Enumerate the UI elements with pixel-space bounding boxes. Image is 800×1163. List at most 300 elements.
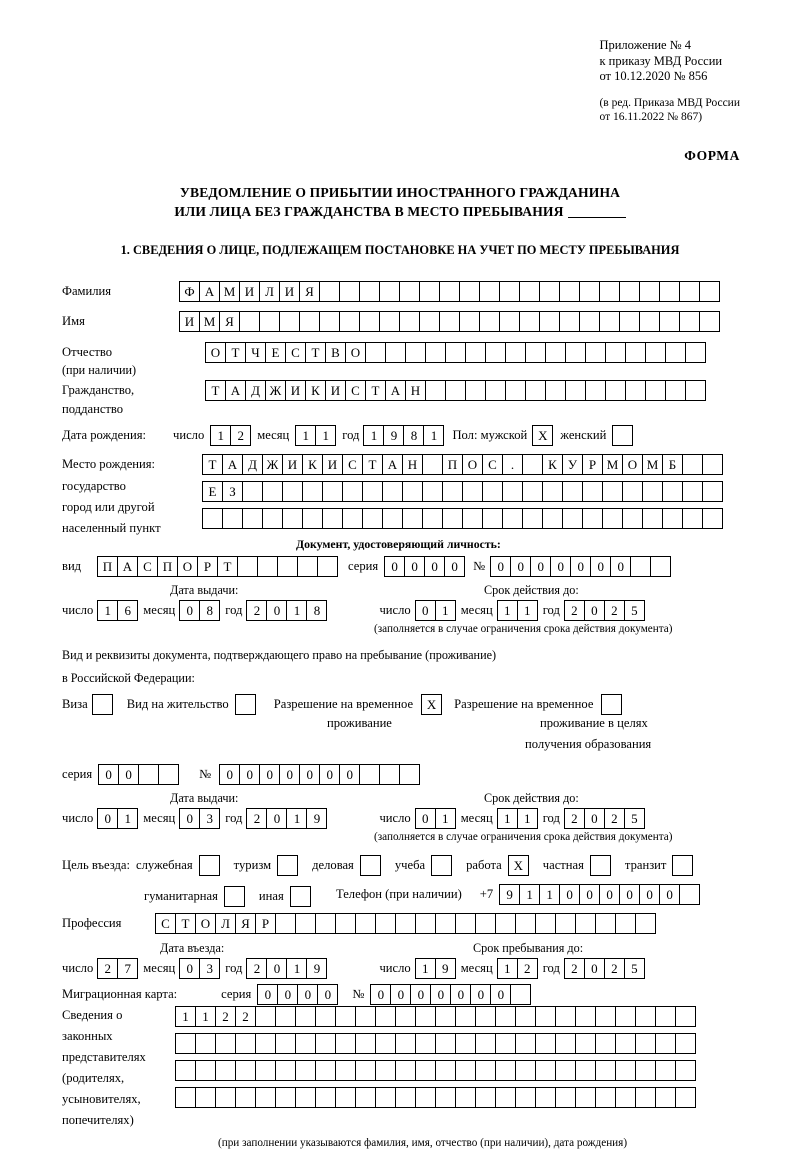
- citizenship-cell-17[interactable]: [545, 380, 566, 401]
- birth-place-2-cell-13[interactable]: [462, 481, 483, 502]
- surname-cell-3[interactable]: И: [239, 281, 260, 302]
- legal-reps-2-cell-14[interactable]: [455, 1033, 476, 1054]
- entry-year-cell-1[interactable]: 0: [266, 958, 287, 979]
- profession-cell-6[interactable]: [275, 913, 296, 934]
- citizenship-cell-3[interactable]: Ж: [265, 380, 286, 401]
- stay-issue-year-input[interactable]: [246, 808, 327, 829]
- legal-reps-3-cell-20[interactable]: [575, 1060, 596, 1081]
- patronymic-cell-16[interactable]: [525, 342, 546, 363]
- legal-reps-row-1[interactable]: [175, 1006, 696, 1027]
- name-cell-11[interactable]: [399, 311, 420, 332]
- surname-input[interactable]: [179, 281, 720, 302]
- citizenship-cell-19[interactable]: [585, 380, 606, 401]
- legal-reps-4-cell-14[interactable]: [455, 1087, 476, 1108]
- profession-cell-10[interactable]: [355, 913, 376, 934]
- patronymic-cell-8[interactable]: [365, 342, 386, 363]
- stay-until-month-cell-0[interactable]: 1: [497, 958, 518, 979]
- legal-reps-4-cell-20[interactable]: [575, 1087, 596, 1108]
- patronymic-cell-11[interactable]: [425, 342, 446, 363]
- legal-reps-3-cell-4[interactable]: [255, 1060, 276, 1081]
- birth-place-3-cell-17[interactable]: [542, 508, 563, 529]
- profession-cell-3[interactable]: Л: [215, 913, 236, 934]
- legal-reps-3-cell-24[interactable]: [655, 1060, 676, 1081]
- citizenship-cell-1[interactable]: А: [225, 380, 246, 401]
- stay-number-cell-4[interactable]: 0: [299, 764, 320, 785]
- legal-reps-1-cell-8[interactable]: [335, 1006, 356, 1027]
- birth-year-cell-2[interactable]: 8: [403, 425, 424, 446]
- legal-reps-2-cell-6[interactable]: [295, 1033, 316, 1054]
- citizenship-cell-16[interactable]: [525, 380, 546, 401]
- legal-reps-4-cell-15[interactable]: [475, 1087, 496, 1108]
- legal-reps-4-cell-5[interactable]: [275, 1087, 296, 1108]
- surname-cell-26[interactable]: [699, 281, 720, 302]
- birth-place-3-cell-2[interactable]: [242, 508, 263, 529]
- purpose-checkbox-4[interactable]: Х: [508, 855, 529, 876]
- birth-place-2-cell-14[interactable]: [482, 481, 503, 502]
- legal-reps-4-cell-25[interactable]: [675, 1087, 696, 1108]
- birth-place-1-cell-21[interactable]: О: [622, 454, 643, 475]
- birth-place-3-cell-22[interactable]: [642, 508, 663, 529]
- purpose-checkbox-5[interactable]: [590, 855, 611, 876]
- stay-until-year-input[interactable]: [564, 958, 645, 979]
- migration-number-cell-3[interactable]: 0: [430, 984, 451, 1005]
- birth-place-3-cell-24[interactable]: [682, 508, 703, 529]
- legal-reps-1-cell-0[interactable]: 1: [175, 1006, 196, 1027]
- stay-series-cell-2[interactable]: [138, 764, 159, 785]
- purpose-checkbox-0[interactable]: [199, 855, 220, 876]
- birth-place-2-cell-19[interactable]: [582, 481, 603, 502]
- doc-type-cell-4[interactable]: О: [177, 556, 198, 577]
- legal-reps-3-cell-16[interactable]: [495, 1060, 516, 1081]
- phone-cell-2[interactable]: 1: [539, 884, 560, 905]
- birth-place-2-cell-18[interactable]: [562, 481, 583, 502]
- birth-place-1-cell-4[interactable]: И: [282, 454, 303, 475]
- legal-reps-2-cell-7[interactable]: [315, 1033, 336, 1054]
- profession-cell-22[interactable]: [595, 913, 616, 934]
- surname-cell-11[interactable]: [399, 281, 420, 302]
- legal-reps-3-cell-14[interactable]: [455, 1060, 476, 1081]
- legal-reps-1-cell-4[interactable]: [255, 1006, 276, 1027]
- legal-reps-4-cell-16[interactable]: [495, 1087, 516, 1108]
- legal-reps-2-cell-0[interactable]: [175, 1033, 196, 1054]
- temp-residence-checkbox[interactable]: Х: [421, 694, 442, 715]
- legal-reps-4-cell-18[interactable]: [535, 1087, 556, 1108]
- doc-type-cell-2[interactable]: С: [137, 556, 158, 577]
- legal-reps-2-cell-2[interactable]: [215, 1033, 236, 1054]
- profession-cell-11[interactable]: [375, 913, 396, 934]
- doc-issue-year-cell-3[interactable]: 8: [306, 600, 327, 621]
- birth-year-cell-0[interactable]: 1: [363, 425, 384, 446]
- patronymic-cell-7[interactable]: О: [345, 342, 366, 363]
- phone-cell-5[interactable]: 0: [599, 884, 620, 905]
- legal-reps-4-cell-0[interactable]: [175, 1087, 196, 1108]
- legal-reps-3-cell-12[interactable]: [415, 1060, 436, 1081]
- migration-number-input[interactable]: [370, 984, 531, 1005]
- birth-place-1-cell-12[interactable]: П: [442, 454, 463, 475]
- migration-series-cell-2[interactable]: 0: [297, 984, 318, 1005]
- name-cell-21[interactable]: [599, 311, 620, 332]
- legal-reps-1-cell-9[interactable]: [355, 1006, 376, 1027]
- legal-reps-3-cell-3[interactable]: [235, 1060, 256, 1081]
- surname-cell-23[interactable]: [639, 281, 660, 302]
- birth-place-3-cell-20[interactable]: [602, 508, 623, 529]
- stay-series-cell-1[interactable]: 0: [118, 764, 139, 785]
- birth-place-2-cell-20[interactable]: [602, 481, 623, 502]
- legal-reps-1-cell-22[interactable]: [615, 1006, 636, 1027]
- profession-cell-23[interactable]: [615, 913, 636, 934]
- stay-valid-year-input[interactable]: [564, 808, 645, 829]
- phone-cell-0[interactable]: 9: [499, 884, 520, 905]
- legal-reps-2-cell-1[interactable]: [195, 1033, 216, 1054]
- doc-type-cell-5[interactable]: Р: [197, 556, 218, 577]
- legal-reps-2-cell-13[interactable]: [435, 1033, 456, 1054]
- profession-cell-19[interactable]: [535, 913, 556, 934]
- doc-series-cell-0[interactable]: 0: [384, 556, 405, 577]
- birth-place-3-cell-13[interactable]: [462, 508, 483, 529]
- birth-place-1-cell-9[interactable]: А: [382, 454, 403, 475]
- doc-number-cell-8[interactable]: [650, 556, 671, 577]
- name-cell-9[interactable]: [359, 311, 380, 332]
- birth-place-2-cell-1[interactable]: З: [222, 481, 243, 502]
- doc-series-cell-1[interactable]: 0: [404, 556, 425, 577]
- legal-reps-3-cell-18[interactable]: [535, 1060, 556, 1081]
- profession-cell-15[interactable]: [455, 913, 476, 934]
- birth-day-cell-0[interactable]: 1: [210, 425, 231, 446]
- birth-place-1-cell-5[interactable]: К: [302, 454, 323, 475]
- birth-place-1-cell-6[interactable]: И: [322, 454, 343, 475]
- legal-reps-1-cell-11[interactable]: [395, 1006, 416, 1027]
- birth-place-1-cell-11[interactable]: [422, 454, 443, 475]
- entry-month-input[interactable]: [179, 958, 220, 979]
- stay-issue-year-cell-2[interactable]: 1: [286, 808, 307, 829]
- name-cell-8[interactable]: [339, 311, 360, 332]
- stay-issue-day-cell-0[interactable]: 0: [97, 808, 118, 829]
- birth-place-2-cell-3[interactable]: [262, 481, 283, 502]
- birth-place-3-cell-1[interactable]: [222, 508, 243, 529]
- phone-cell-8[interactable]: 0: [659, 884, 680, 905]
- profession-cell-0[interactable]: С: [155, 913, 176, 934]
- profession-cell-16[interactable]: [475, 913, 496, 934]
- phone-cell-3[interactable]: 0: [559, 884, 580, 905]
- birth-place-1-cell-14[interactable]: С: [482, 454, 503, 475]
- birth-place-3-cell-7[interactable]: [342, 508, 363, 529]
- doc-series-cell-3[interactable]: 0: [444, 556, 465, 577]
- birth-place-3-cell-14[interactable]: [482, 508, 503, 529]
- stay-issue-year-cell-0[interactable]: 2: [246, 808, 267, 829]
- stay-valid-day-cell-0[interactable]: 0: [415, 808, 436, 829]
- legal-reps-2-cell-5[interactable]: [275, 1033, 296, 1054]
- patronymic-cell-18[interactable]: [565, 342, 586, 363]
- entry-day-input[interactable]: [97, 958, 138, 979]
- surname-cell-16[interactable]: [499, 281, 520, 302]
- birth-place-3-cell-19[interactable]: [582, 508, 603, 529]
- stay-issue-month-input[interactable]: [179, 808, 220, 829]
- stay-valid-year-cell-3[interactable]: 5: [624, 808, 645, 829]
- citizenship-cell-12[interactable]: [445, 380, 466, 401]
- stay-until-month-cell-1[interactable]: 2: [517, 958, 538, 979]
- legal-reps-1-cell-23[interactable]: [635, 1006, 656, 1027]
- doc-series-cell-2[interactable]: 0: [424, 556, 445, 577]
- name-cell-23[interactable]: [639, 311, 660, 332]
- name-cell-13[interactable]: [439, 311, 460, 332]
- edu-residence-checkbox[interactable]: [601, 694, 622, 715]
- birth-place-3-cell-6[interactable]: [322, 508, 343, 529]
- phone-cell-1[interactable]: 1: [519, 884, 540, 905]
- legal-reps-1-cell-21[interactable]: [595, 1006, 616, 1027]
- migration-number-cell-7[interactable]: [510, 984, 531, 1005]
- doc-valid-year-cell-3[interactable]: 5: [624, 600, 645, 621]
- legal-reps-2-cell-10[interactable]: [375, 1033, 396, 1054]
- legal-reps-1-cell-3[interactable]: 2: [235, 1006, 256, 1027]
- legal-reps-1-cell-2[interactable]: 2: [215, 1006, 236, 1027]
- patronymic-cell-24[interactable]: [685, 342, 706, 363]
- stay-issue-year-cell-1[interactable]: 0: [266, 808, 287, 829]
- birth-day-cell-1[interactable]: 2: [230, 425, 251, 446]
- stay-number-cell-2[interactable]: 0: [259, 764, 280, 785]
- birth-place-2-cell-16[interactable]: [522, 481, 543, 502]
- legal-reps-4-cell-21[interactable]: [595, 1087, 616, 1108]
- profession-cell-9[interactable]: [335, 913, 356, 934]
- entry-year-cell-0[interactable]: 2: [246, 958, 267, 979]
- citizenship-cell-24[interactable]: [685, 380, 706, 401]
- birth-place-1-cell-20[interactable]: М: [602, 454, 623, 475]
- birth-place-1-cell-24[interactable]: [682, 454, 703, 475]
- legal-reps-1-cell-6[interactable]: [295, 1006, 316, 1027]
- doc-valid-day-cell-1[interactable]: 1: [435, 600, 456, 621]
- stay-valid-month-input[interactable]: [497, 808, 538, 829]
- birth-place-row-1[interactable]: [202, 454, 723, 475]
- birth-month-cell-1[interactable]: 1: [315, 425, 336, 446]
- citizenship-cell-21[interactable]: [625, 380, 646, 401]
- patronymic-cell-2[interactable]: Ч: [245, 342, 266, 363]
- stay-issue-day-input[interactable]: [97, 808, 138, 829]
- birth-month-input[interactable]: [295, 425, 336, 446]
- name-cell-0[interactable]: И: [179, 311, 200, 332]
- legal-reps-3-cell-23[interactable]: [635, 1060, 656, 1081]
- doc-type-cell-11[interactable]: [317, 556, 338, 577]
- stay-until-day-cell-1[interactable]: 9: [435, 958, 456, 979]
- migration-series-input[interactable]: [257, 984, 338, 1005]
- doc-number-cell-6[interactable]: 0: [610, 556, 631, 577]
- stay-until-year-cell-3[interactable]: 5: [624, 958, 645, 979]
- migration-series-cell-3[interactable]: 0: [317, 984, 338, 1005]
- patronymic-input[interactable]: [205, 342, 706, 363]
- stay-series-cell-0[interactable]: 0: [98, 764, 119, 785]
- birth-place-2-cell-21[interactable]: [622, 481, 643, 502]
- profession-cell-13[interactable]: [415, 913, 436, 934]
- legal-reps-3-cell-11[interactable]: [395, 1060, 416, 1081]
- birth-place-1-cell-1[interactable]: А: [222, 454, 243, 475]
- legal-reps-1-cell-12[interactable]: [415, 1006, 436, 1027]
- stay-valid-year-cell-1[interactable]: 0: [584, 808, 605, 829]
- legal-reps-3-cell-0[interactable]: [175, 1060, 196, 1081]
- surname-cell-12[interactable]: [419, 281, 440, 302]
- patronymic-cell-23[interactable]: [665, 342, 686, 363]
- patronymic-cell-10[interactable]: [405, 342, 426, 363]
- legal-reps-4-cell-24[interactable]: [655, 1087, 676, 1108]
- legal-reps-3-cell-7[interactable]: [315, 1060, 336, 1081]
- surname-cell-24[interactable]: [659, 281, 680, 302]
- birth-place-2-cell-12[interactable]: [442, 481, 463, 502]
- stay-number-cell-9[interactable]: [399, 764, 420, 785]
- stay-until-year-cell-2[interactable]: 2: [604, 958, 625, 979]
- legal-reps-1-cell-13[interactable]: [435, 1006, 456, 1027]
- migration-series-cell-1[interactable]: 0: [277, 984, 298, 1005]
- legal-reps-3-cell-2[interactable]: [215, 1060, 236, 1081]
- stay-until-day-cell-0[interactable]: 1: [415, 958, 436, 979]
- legal-reps-4-cell-17[interactable]: [515, 1087, 536, 1108]
- patronymic-cell-15[interactable]: [505, 342, 526, 363]
- visa-checkbox[interactable]: [92, 694, 113, 715]
- birth-year-cell-1[interactable]: 9: [383, 425, 404, 446]
- legal-reps-2-cell-3[interactable]: [235, 1033, 256, 1054]
- phone-cell-6[interactable]: 0: [619, 884, 640, 905]
- stay-valid-day-input[interactable]: [415, 808, 456, 829]
- migration-number-cell-4[interactable]: 0: [450, 984, 471, 1005]
- surname-cell-15[interactable]: [479, 281, 500, 302]
- citizenship-cell-5[interactable]: К: [305, 380, 326, 401]
- phone-cell-9[interactable]: [679, 884, 700, 905]
- doc-valid-day-cell-0[interactable]: 0: [415, 600, 436, 621]
- legal-reps-2-cell-12[interactable]: [415, 1033, 436, 1054]
- patronymic-cell-13[interactable]: [465, 342, 486, 363]
- birth-place-2-cell-24[interactable]: [682, 481, 703, 502]
- stay-issue-month-cell-1[interactable]: 3: [199, 808, 220, 829]
- legal-reps-2-cell-11[interactable]: [395, 1033, 416, 1054]
- purpose-checkbox-8[interactable]: [290, 886, 311, 907]
- birth-place-1-cell-13[interactable]: О: [462, 454, 483, 475]
- doc-issue-year-cell-0[interactable]: 2: [246, 600, 267, 621]
- surname-cell-10[interactable]: [379, 281, 400, 302]
- legal-reps-2-cell-4[interactable]: [255, 1033, 276, 1054]
- legal-reps-2-cell-25[interactable]: [675, 1033, 696, 1054]
- name-cell-14[interactable]: [459, 311, 480, 332]
- doc-series-input[interactable]: [384, 556, 465, 577]
- purpose-checkbox-7[interactable]: [224, 886, 245, 907]
- doc-issue-day-cell-1[interactable]: 6: [117, 600, 138, 621]
- purpose-checkbox-2[interactable]: [360, 855, 381, 876]
- stay-until-year-cell-1[interactable]: 0: [584, 958, 605, 979]
- doc-type-cell-0[interactable]: П: [97, 556, 118, 577]
- legal-reps-3-cell-5[interactable]: [275, 1060, 296, 1081]
- name-cell-26[interactable]: [699, 311, 720, 332]
- entry-year-cell-2[interactable]: 1: [286, 958, 307, 979]
- name-cell-17[interactable]: [519, 311, 540, 332]
- patronymic-cell-0[interactable]: О: [205, 342, 226, 363]
- legal-reps-2-cell-15[interactable]: [475, 1033, 496, 1054]
- stay-until-month-input[interactable]: [497, 958, 538, 979]
- legal-reps-1-cell-24[interactable]: [655, 1006, 676, 1027]
- doc-number-cell-0[interactable]: 0: [490, 556, 511, 577]
- surname-cell-22[interactable]: [619, 281, 640, 302]
- name-cell-25[interactable]: [679, 311, 700, 332]
- legal-reps-2-cell-19[interactable]: [555, 1033, 576, 1054]
- birth-place-2-cell-22[interactable]: [642, 481, 663, 502]
- birth-place-3-cell-4[interactable]: [282, 508, 303, 529]
- birth-place-3-cell-0[interactable]: [202, 508, 223, 529]
- citizenship-cell-11[interactable]: [425, 380, 446, 401]
- stay-number-cell-0[interactable]: 0: [219, 764, 240, 785]
- doc-number-cell-2[interactable]: 0: [530, 556, 551, 577]
- name-cell-24[interactable]: [659, 311, 680, 332]
- stay-number-cell-7[interactable]: [359, 764, 380, 785]
- doc-number-cell-5[interactable]: 0: [590, 556, 611, 577]
- legal-reps-3-cell-1[interactable]: [195, 1060, 216, 1081]
- birth-place-row-3[interactable]: [202, 508, 723, 529]
- birth-place-3-cell-15[interactable]: [502, 508, 523, 529]
- surname-cell-20[interactable]: [579, 281, 600, 302]
- birth-year-input[interactable]: [363, 425, 444, 446]
- birth-place-3-cell-8[interactable]: [362, 508, 383, 529]
- surname-cell-7[interactable]: [319, 281, 340, 302]
- birth-place-3-cell-11[interactable]: [422, 508, 443, 529]
- legal-reps-2-cell-21[interactable]: [595, 1033, 616, 1054]
- legal-reps-2-cell-23[interactable]: [635, 1033, 656, 1054]
- stay-issue-year-cell-3[interactable]: 9: [306, 808, 327, 829]
- name-cell-22[interactable]: [619, 311, 640, 332]
- legal-reps-3-cell-6[interactable]: [295, 1060, 316, 1081]
- legal-reps-4-cell-2[interactable]: [215, 1087, 236, 1108]
- phone-cell-7[interactable]: 0: [639, 884, 660, 905]
- legal-reps-1-cell-1[interactable]: 1: [195, 1006, 216, 1027]
- legal-reps-3-cell-8[interactable]: [335, 1060, 356, 1081]
- legal-reps-1-cell-16[interactable]: [495, 1006, 516, 1027]
- patronymic-cell-17[interactable]: [545, 342, 566, 363]
- name-cell-15[interactable]: [479, 311, 500, 332]
- name-cell-7[interactable]: [319, 311, 340, 332]
- legal-reps-1-cell-18[interactable]: [535, 1006, 556, 1027]
- birth-place-1-cell-18[interactable]: У: [562, 454, 583, 475]
- legal-reps-2-cell-9[interactable]: [355, 1033, 376, 1054]
- stay-valid-year-cell-2[interactable]: 2: [604, 808, 625, 829]
- name-cell-5[interactable]: [279, 311, 300, 332]
- legal-reps-4-cell-3[interactable]: [235, 1087, 256, 1108]
- legal-reps-3-cell-10[interactable]: [375, 1060, 396, 1081]
- name-cell-16[interactable]: [499, 311, 520, 332]
- legal-reps-3-cell-21[interactable]: [595, 1060, 616, 1081]
- name-cell-6[interactable]: [299, 311, 320, 332]
- name-input[interactable]: [179, 311, 720, 332]
- doc-issue-day-input[interactable]: [97, 600, 138, 621]
- sex-female-checkbox[interactable]: [612, 425, 633, 446]
- patronymic-cell-4[interactable]: С: [285, 342, 306, 363]
- surname-cell-21[interactable]: [599, 281, 620, 302]
- citizenship-input[interactable]: [205, 380, 706, 401]
- citizenship-cell-4[interactable]: И: [285, 380, 306, 401]
- patronymic-cell-6[interactable]: В: [325, 342, 346, 363]
- birth-place-2-cell-5[interactable]: [302, 481, 323, 502]
- patronymic-cell-20[interactable]: [605, 342, 626, 363]
- profession-input[interactable]: [155, 913, 656, 934]
- surname-cell-2[interactable]: М: [219, 281, 240, 302]
- birth-place-3-cell-25[interactable]: [702, 508, 723, 529]
- surname-cell-25[interactable]: [679, 281, 700, 302]
- stay-valid-day-cell-1[interactable]: 1: [435, 808, 456, 829]
- profession-cell-24[interactable]: [635, 913, 656, 934]
- birth-place-2-cell-4[interactable]: [282, 481, 303, 502]
- legal-reps-1-cell-19[interactable]: [555, 1006, 576, 1027]
- surname-cell-17[interactable]: [519, 281, 540, 302]
- stay-number-cell-8[interactable]: [379, 764, 400, 785]
- birth-place-1-cell-16[interactable]: [522, 454, 543, 475]
- birth-place-3-cell-23[interactable]: [662, 508, 683, 529]
- birth-place-1-cell-2[interactable]: Д: [242, 454, 263, 475]
- stay-until-day-input[interactable]: [415, 958, 456, 979]
- doc-valid-year-cell-1[interactable]: 0: [584, 600, 605, 621]
- legal-reps-3-cell-13[interactable]: [435, 1060, 456, 1081]
- citizenship-cell-10[interactable]: Н: [405, 380, 426, 401]
- citizenship-cell-13[interactable]: [465, 380, 486, 401]
